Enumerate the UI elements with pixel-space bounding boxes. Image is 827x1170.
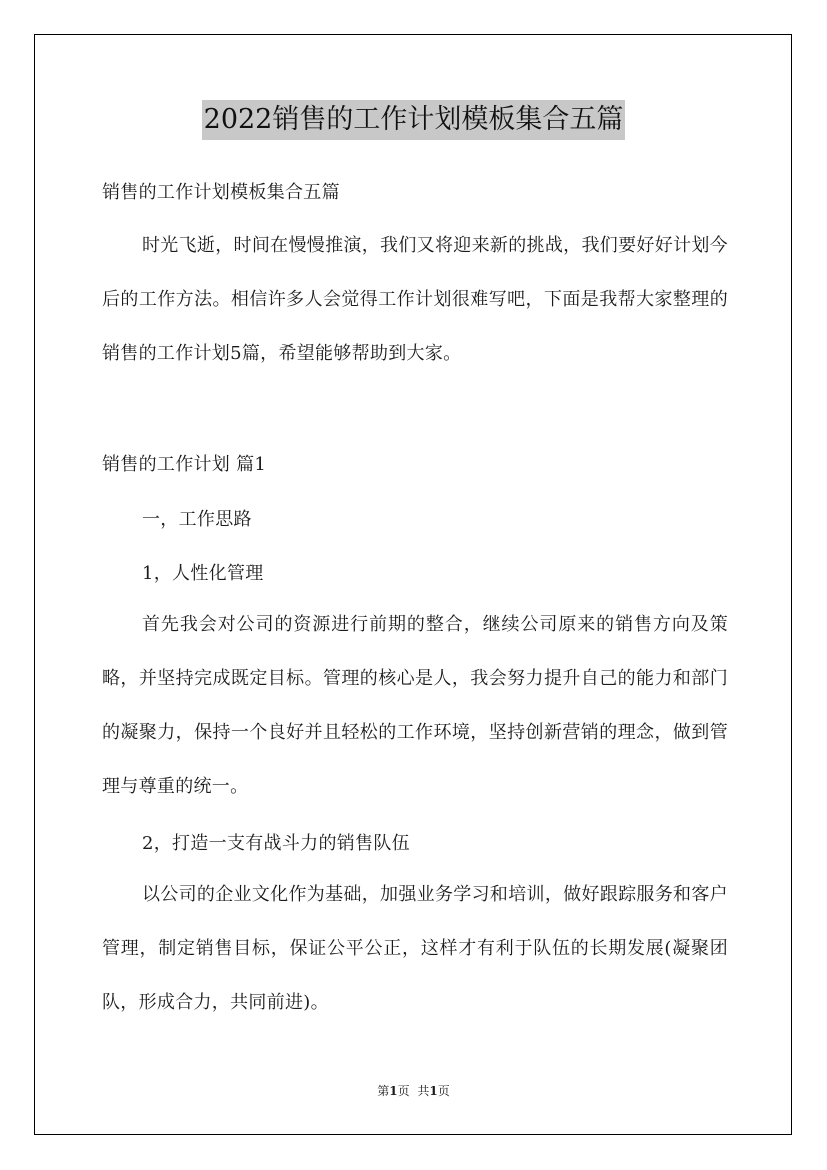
- item1-paragraph: 首先我会对公司的资源进行前期的整合，继续公司原来的销售方向及策略，并坚持完成既定目标。管理的核心是人，我会努力提升自己的能力和部门的凝聚力，保持一个良好并且轻松的工作环境，坚持创新营销的理念，做到管理与尊重的统一。: [102, 614, 728, 797]
- footer-page-prefix: 第: [377, 1084, 390, 1098]
- item2-heading: 2，打造一支有战斗力的销售队伍: [142, 833, 410, 854]
- item2-paragraph: 以公司的企业文化作为基础，加强业务学习和培训，做好跟踪服务和客户管理，制定销售目标，保证公平公正，这样才有利于队伍的长期发展(凝聚团队，形成合力，共同前进)。: [102, 884, 728, 1013]
- section-heading: 销售的工作计划 篇1: [102, 454, 267, 475]
- footer-total-prefix: 共: [417, 1084, 430, 1098]
- title-container: [0, 100, 827, 140]
- part-heading: 一，工作思路: [142, 509, 252, 530]
- intro-paragraph: 时光飞逝，时间在慢慢推演，我们又将迎来新的挑战，我们要好好计划今后的工作方法。相信许多人会觉得工作计划很难写吧，下面是我帮大家整理的销售的工作计划5篇，希望能够帮助到大家。: [102, 235, 728, 364]
- document-title: 2022销售的工作计划模板集合五篇: [202, 100, 626, 140]
- document-subtitle: 销售的工作计划模板集合五篇: [102, 182, 340, 203]
- footer-page-suffix: 页: [397, 1084, 410, 1098]
- page-footer: [0, 1083, 827, 1099]
- footer-total-number: 1: [429, 1084, 438, 1098]
- footer-total-suffix: 页: [437, 1084, 450, 1098]
- footer-page-number: 1: [389, 1084, 398, 1098]
- item1-heading: 1，人性化管理: [142, 563, 264, 584]
